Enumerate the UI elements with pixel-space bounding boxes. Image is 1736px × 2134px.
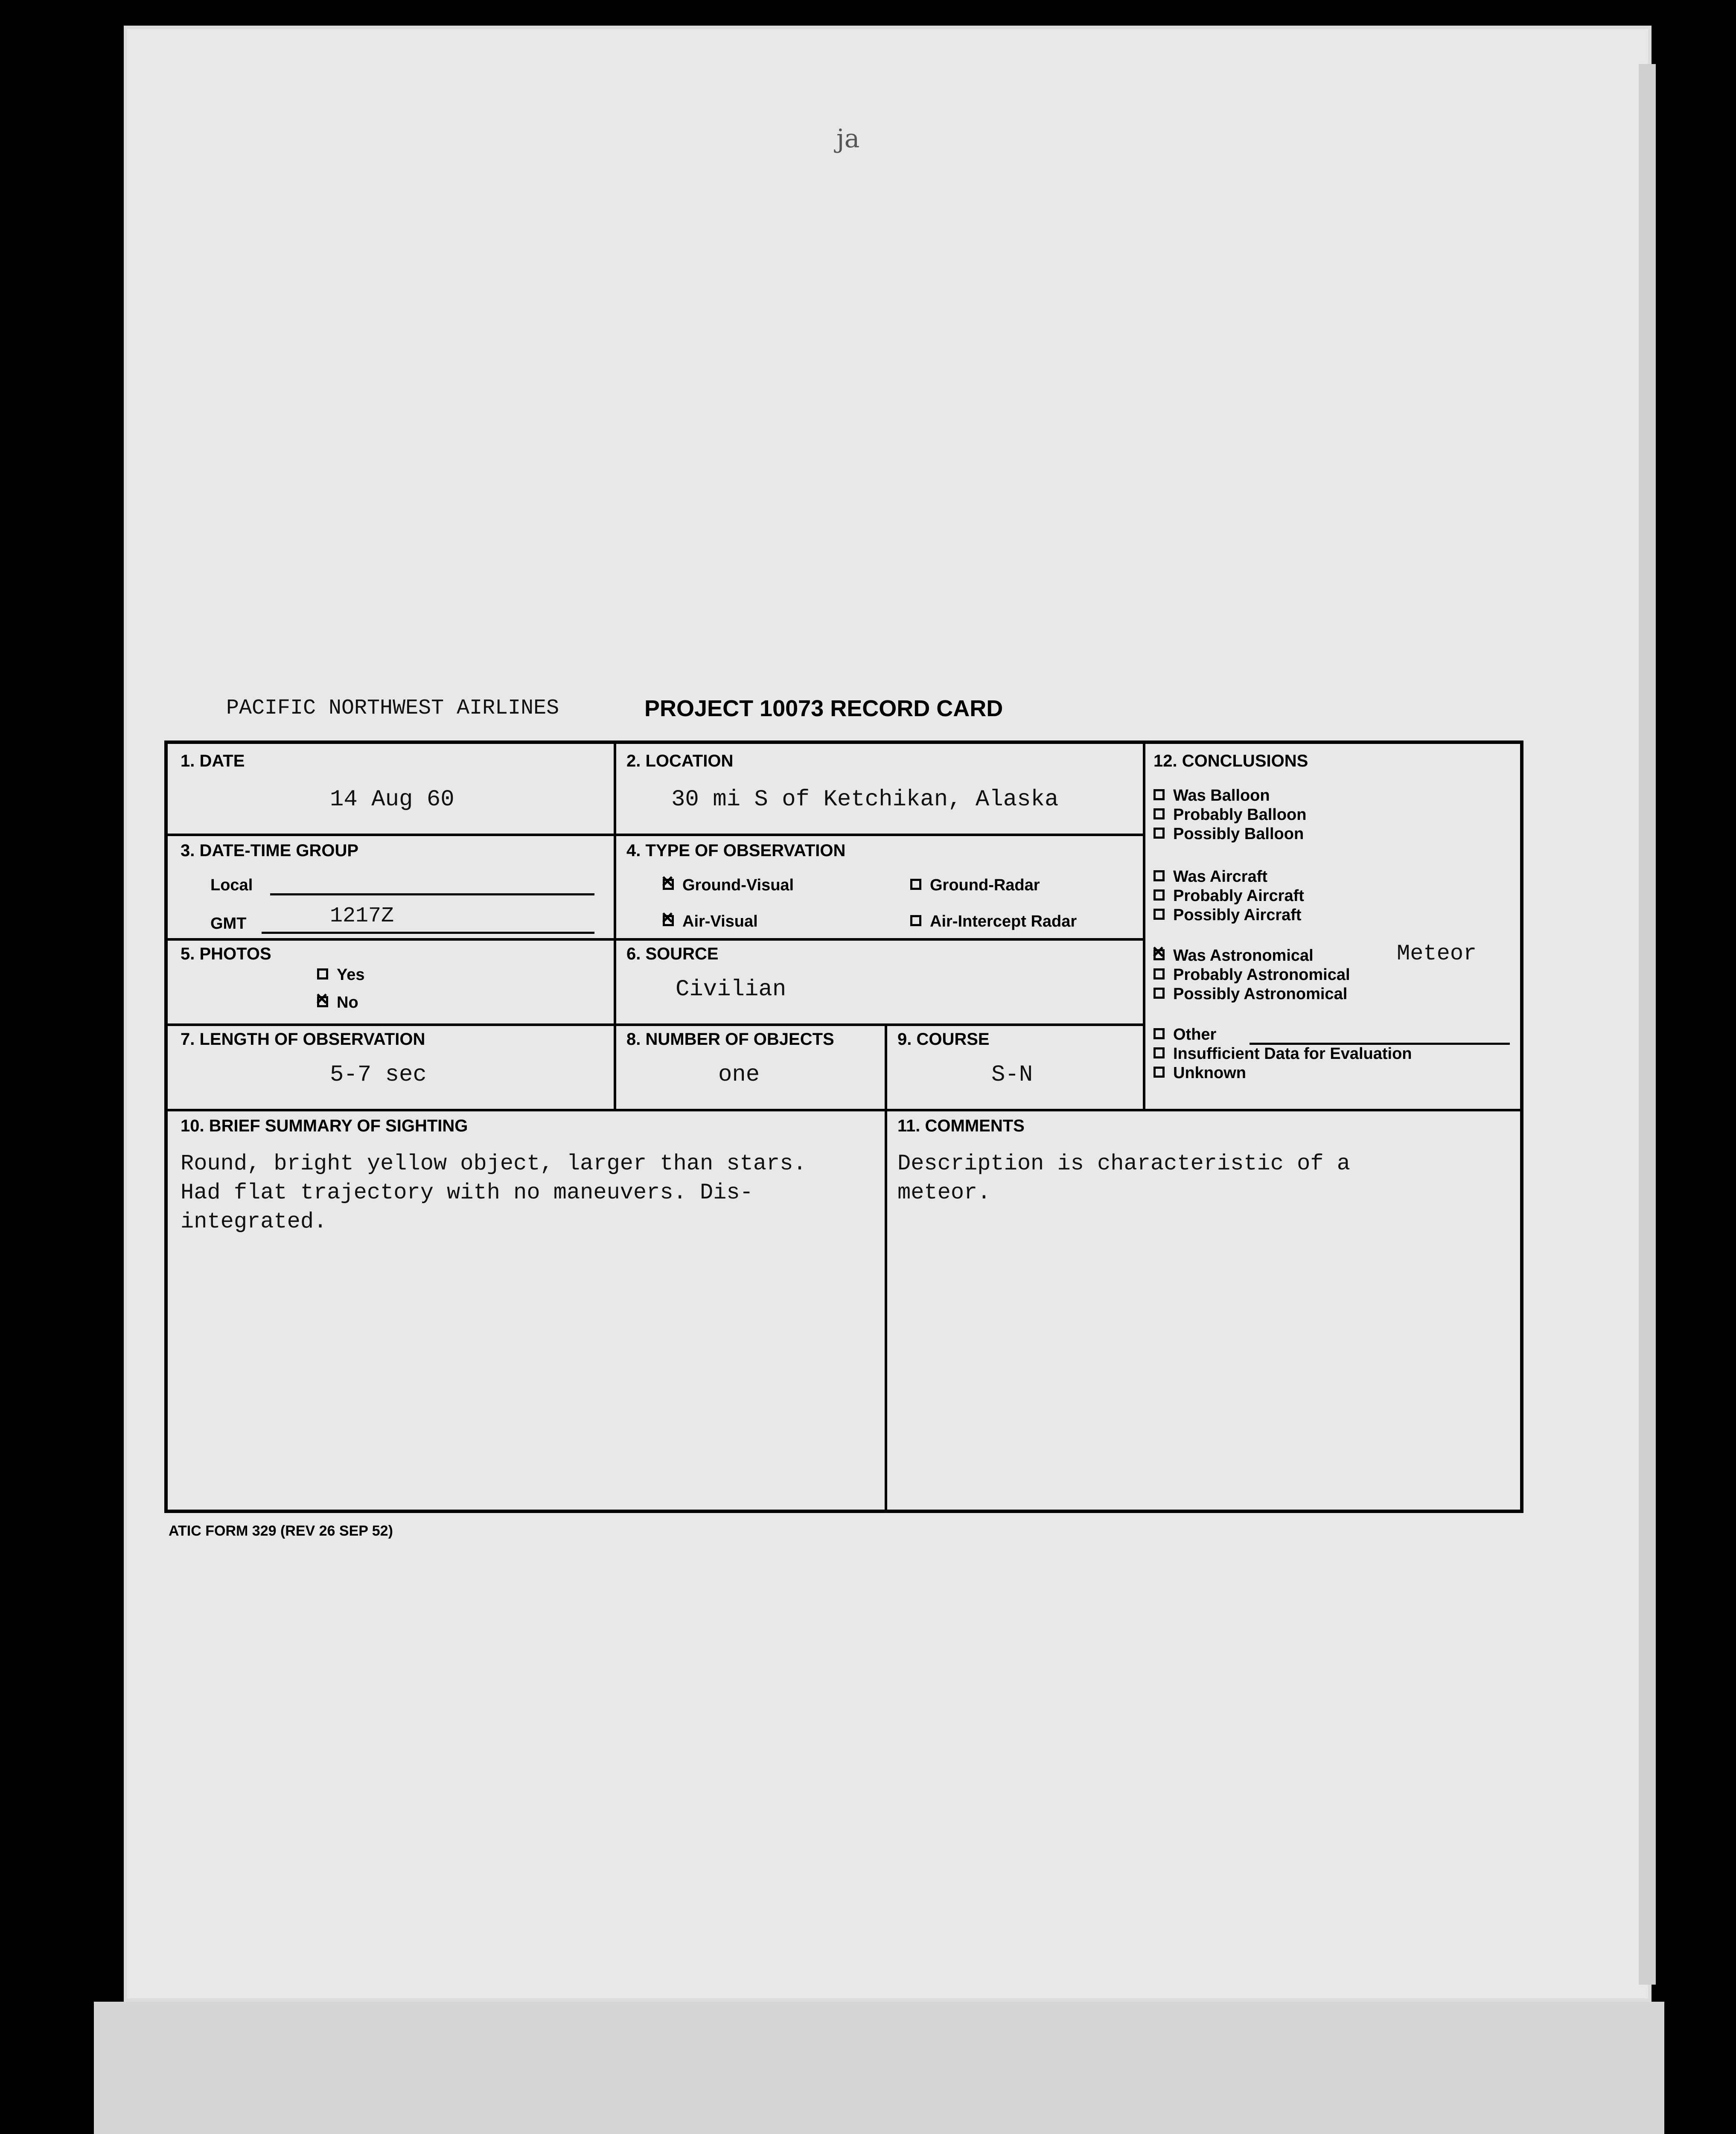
divider <box>168 1023 1143 1026</box>
photos-yes-option <box>317 966 365 984</box>
ground-radar-text: Ground-Radar <box>930 876 1040 894</box>
divider <box>168 938 1143 941</box>
conclusion-text: Possibly Balloon <box>1173 825 1304 843</box>
local-label: Local <box>210 876 253 894</box>
summary-text <box>181 1149 807 1236</box>
checkbox-icon <box>1153 870 1165 881</box>
checkbox-icon <box>1153 909 1165 920</box>
checkbox-icon <box>1153 968 1165 980</box>
checkbox-icon <box>910 879 921 890</box>
astronomical-note: Meteor <box>1397 941 1477 966</box>
local-underline <box>270 893 594 895</box>
conclusion-probably-aircraft <box>1153 887 1304 905</box>
conclusion-text: Possibly Astronomical <box>1173 985 1348 1003</box>
air-intercept-text: Air-Intercept Radar <box>930 912 1077 930</box>
checkbox-checked-icon <box>317 996 328 1007</box>
conclusion-was-aircraft <box>1153 868 1267 886</box>
length-label: 7. LENGTH OF OBSERVATION <box>181 1030 425 1049</box>
divider <box>168 834 1143 836</box>
ground-radar-option <box>910 876 1040 895</box>
summary-line: Round, bright yellow object, larger than stars. <box>181 1151 807 1176</box>
summary-line: integrated. <box>181 1209 327 1234</box>
gmt-value: 1217Z <box>330 904 394 928</box>
gmt-label: GMT <box>210 915 247 933</box>
form-number: ATIC FORM 329 (REV 26 SEP 52) <box>169 1523 393 1539</box>
checkbox-icon <box>1153 1028 1165 1039</box>
conclusions-label: 12. CONCLUSIONS <box>1153 752 1308 770</box>
comments-line: meteor. <box>897 1180 991 1205</box>
checkbox-icon <box>1153 828 1165 839</box>
checkbox-icon <box>1153 1067 1165 1078</box>
course-label: 9. COURSE <box>897 1030 990 1049</box>
source-label: 6. SOURCE <box>626 945 719 963</box>
length-value: 5-7 sec <box>330 1062 427 1088</box>
comments-line: Description is characteristic of a <box>897 1151 1350 1176</box>
conclusion-text: Insufficient Data for Evaluation <box>1173 1045 1412 1063</box>
divider <box>1143 744 1145 1109</box>
summary-line: Had flat trajectory with no maneuvers. Dis- <box>181 1180 753 1205</box>
air-visual-text: Air-Visual <box>682 912 758 930</box>
location-value: 30 mi S of Ketchikan, Alaska <box>671 787 1059 813</box>
conclusion-possibly-aircraft <box>1153 906 1302 924</box>
checkbox-checked-icon <box>663 915 674 926</box>
location-label: 2. LOCATION <box>626 752 734 770</box>
checkbox-icon <box>317 968 328 980</box>
page-edge <box>1639 64 1656 1985</box>
conclusion-text: Was Astronomical <box>1173 947 1314 965</box>
ground-visual-text: Ground-Visual <box>682 876 794 894</box>
conclusion-probably-astronomical <box>1153 966 1350 984</box>
objects-label: 8. NUMBER OF OBJECTS <box>626 1030 834 1049</box>
date-label: 1. DATE <box>181 752 245 770</box>
conclusion-text: Was Balloon <box>1173 787 1270 805</box>
conclusion-text: Was Aircraft <box>1173 868 1268 886</box>
conclusion-possibly-astronomical <box>1153 985 1347 1003</box>
conclusion-was-astronomical <box>1153 947 1314 965</box>
conclusion-insufficient <box>1153 1045 1412 1063</box>
conclusion-was-balloon <box>1153 787 1270 805</box>
date-value: 14 Aug 60 <box>330 787 454 813</box>
conclusion-probably-balloon <box>1153 806 1306 824</box>
checkbox-icon <box>1153 1047 1165 1058</box>
summary-label: 10. BRIEF SUMMARY OF SIGHTING <box>181 1117 468 1135</box>
handwritten-note: ja <box>836 124 860 154</box>
source-value: Civilian <box>676 977 786 1003</box>
conclusion-text: Probably Balloon <box>1173 806 1307 824</box>
form-title: PROJECT 10073 RECORD CARD <box>644 696 1003 721</box>
conclusion-possibly-balloon <box>1153 825 1304 843</box>
course-value: S-N <box>991 1062 1033 1088</box>
checkbox-icon <box>1153 808 1165 819</box>
divider <box>614 744 616 1109</box>
gmt-underline <box>262 932 594 934</box>
comments-text <box>897 1149 1350 1207</box>
scan-background <box>94 2002 1664 2134</box>
checkbox-icon <box>1153 889 1165 901</box>
checkbox-icon <box>1153 789 1165 800</box>
photos-yes-text: Yes <box>337 966 365 984</box>
photos-no-text: No <box>337 994 358 1012</box>
air-intercept-option <box>910 912 1077 931</box>
air-visual-option <box>663 912 758 931</box>
airline-stamp: PACIFIC NORTHWEST AIRLINES <box>226 696 559 720</box>
conclusion-text: Other <box>1173 1026 1217 1044</box>
comments-label: 11. COMMENTS <box>897 1117 1025 1135</box>
photos-no-option <box>317 994 358 1012</box>
conclusion-text: Unknown <box>1173 1064 1246 1082</box>
checkbox-checked-icon <box>1153 949 1165 960</box>
dtg-label: 3. DATE-TIME GROUP <box>181 841 359 860</box>
conclusion-text: Probably Aircraft <box>1173 887 1304 905</box>
checkbox-checked-icon <box>663 879 674 890</box>
checkbox-icon <box>1153 988 1165 999</box>
checkbox-icon <box>910 915 921 926</box>
photos-label: 5. PHOTOS <box>181 945 271 963</box>
conclusion-text: Possibly Aircraft <box>1173 906 1302 924</box>
conclusion-text: Probably Astronomical <box>1173 966 1350 984</box>
divider <box>885 1109 887 1512</box>
objects-value: one <box>718 1062 760 1088</box>
record-card <box>164 740 1523 1513</box>
ground-visual-option <box>663 876 794 895</box>
divider <box>168 1109 1523 1111</box>
conclusion-other <box>1153 1026 1216 1044</box>
divider <box>885 1023 887 1109</box>
observation-type-label: 4. TYPE OF OBSERVATION <box>626 841 846 860</box>
conclusion-unknown <box>1153 1064 1246 1082</box>
